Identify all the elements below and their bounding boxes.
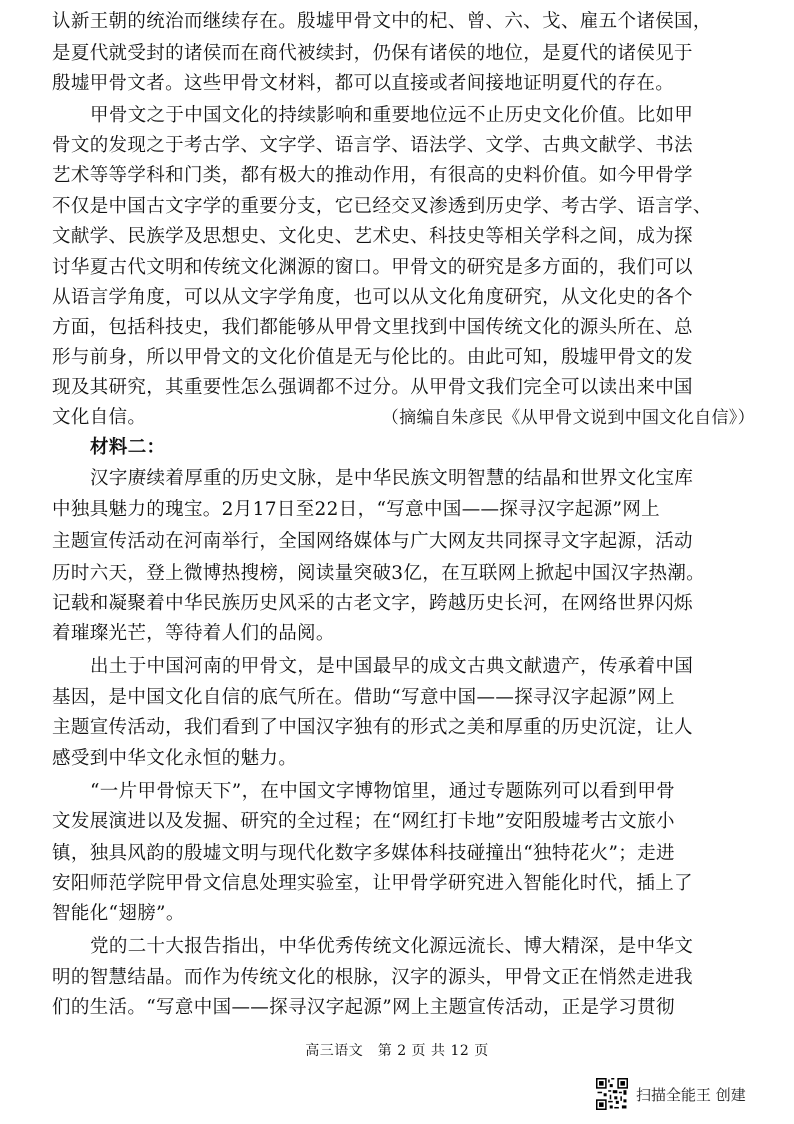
text-line: 中独具魅力的瑰宝。2月17日至22日，“写意中国——探寻汉字起源”网上 <box>52 499 661 520</box>
text-line: 着璀璨光芒，等待着人们的品阅。 <box>52 623 335 644</box>
text-line: 讨华夏古代文明和传统文化渊源的窗口。甲骨文的研究是多方面的，我们可以 <box>52 257 693 278</box>
page-footer: 高三语文 第 2 页 共 12 页 <box>305 1043 489 1059</box>
paragraph-start: 党的二十大报告指出，中华优秀传统文化源远流长、博大精深，是中华文 <box>90 936 694 957</box>
paragraph-start: 汉字赓续着厚重的历史文脉，是中华民族文明智慧的结晶和世界文化宝库 <box>90 468 694 489</box>
paragraph-start: 甲骨文之于中国文化的持续影响和重要地位远不止历史文化价值。比如甲 <box>90 105 694 126</box>
text-line: 镇，独具风韵的殷墟文明与现代化数字多媒体科技碰撞出“独特花火”；走进 <box>52 843 675 864</box>
text-line: 感受到中华文化永恒的魅力。 <box>52 748 298 769</box>
text-line: 安阳师范学院甲骨文信息处理实验室，让甲骨学研究进入智能化时代，插上了 <box>52 873 693 894</box>
qr-code-icon <box>596 1078 628 1110</box>
text-line: 明的智慧结晶。而作为传统文化的根脉，汉字的源头，甲骨文正在悄然走进我 <box>52 967 693 988</box>
section-heading: 材料二： <box>90 437 166 458</box>
text-line: 基因，是中国文化自信的底气所在。借助“写意中国——探寻汉字起源”网上 <box>52 687 675 708</box>
text-line: 骨文的发现之于考古学、文字学、语言学、语法学、文学、古典文献学、书法 <box>52 135 693 156</box>
text-line: 不仅是中国古文字学的重要分支，它已经交叉渗透到历史学、考古学、语言学、 <box>52 196 712 217</box>
text-line: 文化自信。 <box>52 407 147 428</box>
text-line: 们的生活。“写意中国——探寻汉字起源”网上主题宣传活动，正是学习贯彻 <box>52 997 675 1018</box>
watermark-label: 扫描全能王 创建 <box>636 1085 746 1104</box>
text-line: 现及其研究，其重要性怎么强调都不过分。从甲骨文我们完全可以读出来中国 <box>52 377 693 398</box>
text-line: 认新王朝的统治而继续存在。殷墟甲骨文中的杞、曾、六、戈、雇五个诸侯国， <box>52 11 712 32</box>
text-line: 记载和凝聚着中华民族历史风采的古老文字，跨越历史长河，在网络世界闪烁 <box>52 593 693 614</box>
text-line: 从语言学角度，可以从文字学角度，也可以从文化角度研究，从文化史的各个 <box>52 287 693 308</box>
text-line: 殷墟甲骨文者。这些甲骨文材料，都可以直接或者间接地证明夏代的存在。 <box>52 73 675 94</box>
scanner-watermark <box>596 1076 746 1112</box>
text-line: 形与前身，所以甲骨文的文化价值是无与伦比的。由此可知，殷墟甲骨文的发 <box>52 347 693 368</box>
text-line: 方面，包括科技史，我们都能够从甲骨文里找到中国传统文化的源头所在、总 <box>52 317 693 338</box>
text-line: 艺术等等学科和门类，都有极大的推动作用，有很高的史料价值。如今甲骨学 <box>52 165 693 186</box>
paragraph-start: 出土于中国河南的甲骨文，是中国最早的成文古典文献遗产，传承着中国 <box>90 656 694 677</box>
paragraph-start: “一片甲骨惊天下”，在中国文字博物馆里，通过专题陈列可以看到甲骨 <box>90 781 676 802</box>
text-line: 主题宣传活动，我们看到了中国汉字独有的形式之美和厚重的历史沉淀，让人 <box>52 717 693 738</box>
text-line: 主题宣传活动在河南举行，全国网络媒体与广大网友共同探寻文字起源，活动 <box>52 531 693 552</box>
text-line: 历时六天，登上微博热搜榜，阅读量突破3亿，在互联网上掀起中国汉字热潮。 <box>52 563 706 584</box>
text-line: 文发展演进以及发掘、研究的全过程；在“网红打卡地”安阳殷墟考古文旅小 <box>52 811 675 832</box>
text-line: 文献学、民族学及思想史、文化史、艺术史、科技史等相关学科之间，成为探 <box>52 226 693 247</box>
text-line: 是夏代就受封的诸侯而在商代被续封，仍保有诸侯的地位，是夏代的诸侯见于 <box>52 43 693 64</box>
source-citation: （摘编自朱彦民《从甲骨文说到中国文化自信》） <box>381 408 755 428</box>
text-line: 智能化“翅膀”。 <box>52 903 185 924</box>
